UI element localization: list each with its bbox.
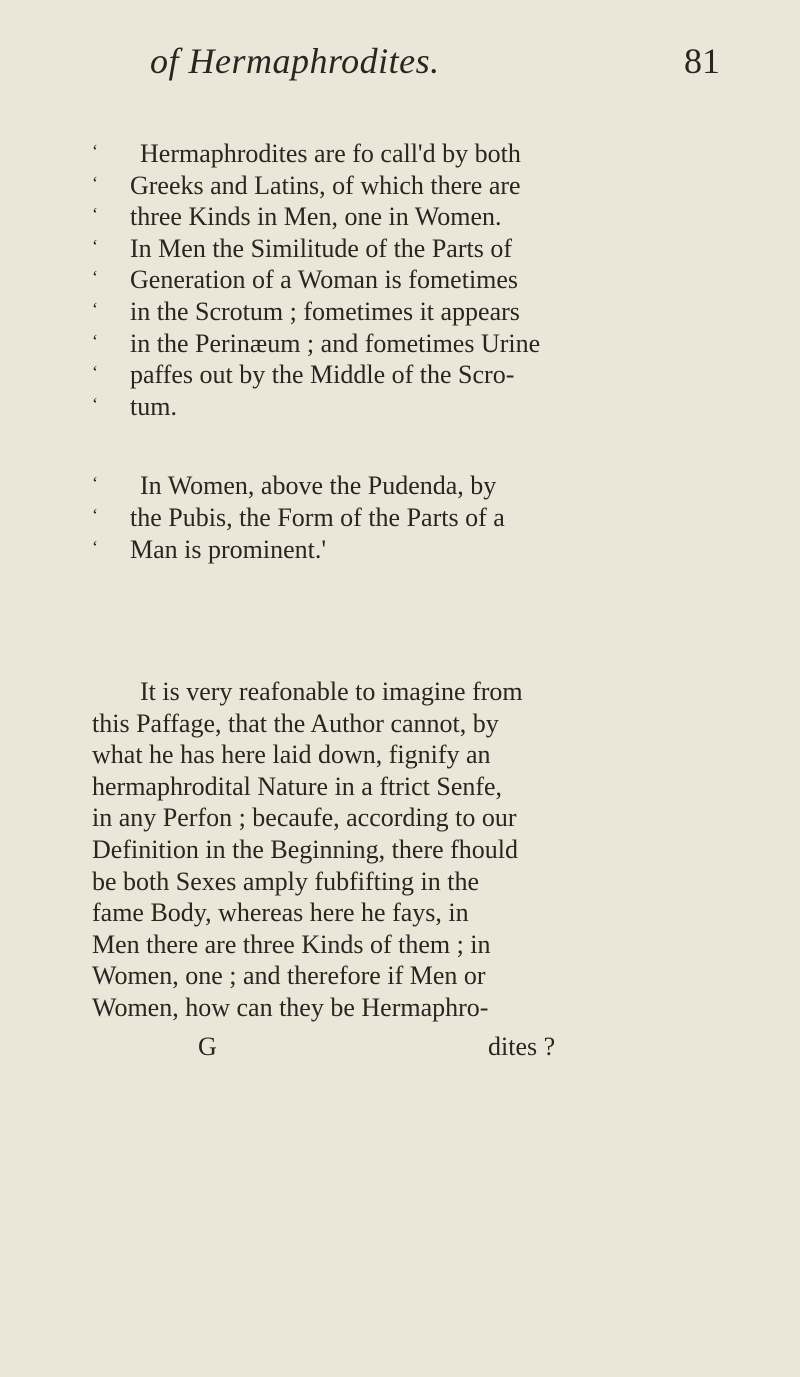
signature-mark: G [198, 1032, 217, 1061]
quote-line: ‘ three Kinds in Men, one in Women. [92, 202, 502, 232]
quote-line: ‘ the Pubis, the Form of the Parts of a [92, 502, 505, 532]
body-line: what he has here laid down, fignify an [92, 740, 491, 770]
quote-line: ‘ Generation of a Woman is fometimes [92, 265, 519, 295]
quote-line: ‘ in the Perinæum ; and fometimes Urine [92, 328, 541, 358]
body-line: this Paffage, that the Author cannot, by [92, 708, 499, 738]
quote-line: ‘ Greeks and Latins, of which there are [92, 170, 521, 200]
quote-line: ‘ Hermaphrodites are fo call'd by both [92, 139, 521, 168]
body-paragraph [92, 676, 762, 1024]
page-number: 81 [684, 41, 720, 81]
quotation-block [92, 138, 752, 565]
quote-line: ‘ Man is prominent.' [92, 534, 327, 564]
body-line: Women, how can they be Hermaphro- [92, 992, 489, 1022]
body-line: in any Perfon ; becaufe, according to our [92, 803, 517, 833]
quote-line: ‘ In Women, above the Pudenda, by [92, 471, 497, 501]
body-line: be both Sexes amply fubfifting in the [92, 866, 480, 896]
body-line: Definition in the Beginning, there fhould [92, 834, 519, 864]
body-line: hermaphrodital Nature in a ftrict Senfe, [92, 771, 503, 801]
quote-line: ‘ paffes out by the Middle of the Scro- [92, 360, 515, 390]
quote-line: ‘ in the Scrotum ; fometimes it appears [92, 296, 520, 326]
body-line: fame Body, whereas here he fays, in [92, 898, 469, 928]
page-header [150, 40, 720, 94]
body-line: Women, one ; and therefore if Men or [92, 961, 486, 991]
catchword: dites ? [488, 1032, 556, 1061]
running-title: of Hermaphrodites. [150, 41, 440, 81]
body-line: Men there are three Kinds of them ; in [92, 929, 491, 959]
quote-line: ‘ In Men the Similitude of the Parts of [92, 233, 513, 263]
quote-line: ‘ tum. [92, 391, 177, 421]
body-line: It is very reafonable to imagine from [140, 677, 523, 706]
